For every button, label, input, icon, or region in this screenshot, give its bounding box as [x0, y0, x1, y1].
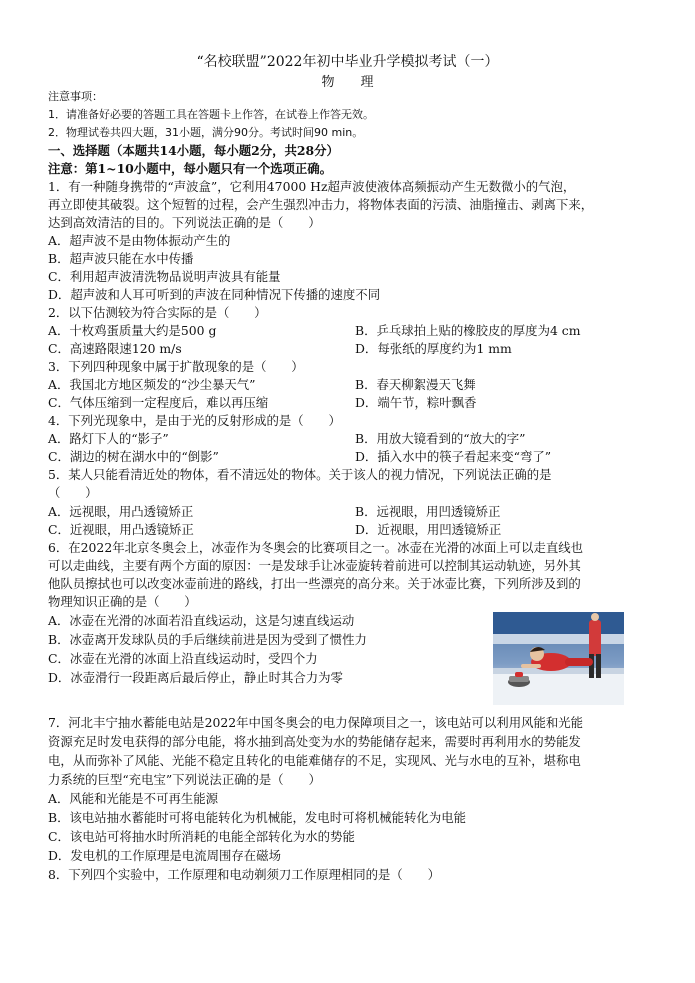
q1-option-b: B．超声波只能在水中传播 — [48, 251, 194, 266]
q6-option-b: B．冰壶离开发球队员的手后继续前进是因为受到了惯性力 — [48, 632, 367, 647]
q5-option-c: C．近视眼，用凸透镜矫正 — [48, 522, 194, 537]
notes-heading: 注意事项： — [48, 90, 103, 103]
notes-item-1: 1．请准备好必要的答题工具在答题卡上作答，在试卷上作答无效。 — [48, 108, 374, 121]
q1-stem-line-2: 再立即使其破裂。这个短暂的过程，会产生强烈冲击力，将物体表面的污渍、油脂撞击、剥离下来， — [48, 197, 594, 212]
section-note: 注意：第1~10小题中，每小题只有一个选项正确。 — [48, 161, 333, 176]
q3-option-b: B．春天柳絮漫天飞舞 — [355, 377, 476, 392]
q3-option-c: C．气体压缩到一定程度后，难以再压缩 — [48, 395, 269, 410]
q2-option-d: D．每张纸的厚度约为1 mm — [355, 341, 512, 356]
q1-stem-line-1: 1．有一种随身携带的“声波盒”，它利用47000 Hz超声波使液体高频振动产生无数微小的气泡， — [48, 179, 576, 194]
q3-stem: 3．下列四种现象中属于扩散现象的是（ ） — [48, 359, 304, 374]
q6-option-a: A．冰壶在光滑的冰面若沿直线运动，这是匀速直线运动 — [48, 613, 355, 628]
q4-stem: 4．下列光现象中，是由于光的反射形成的是（ ） — [48, 413, 341, 428]
q7-option-a: A．风能和光能是不可再生能源 — [48, 791, 219, 806]
q1-option-a: A．超声波不是由物体振动产生的 — [48, 233, 231, 248]
subject-title: 物 理 — [321, 75, 374, 90]
q6-stem-line-2: 可以走曲线，主要有两个方面的原因：一是发球手让冰壶旋转着前进可以控制其运动轨迹，另外其 — [48, 558, 581, 573]
q4-option-c: C．湖边的树在湖水中的“倒影” — [48, 449, 219, 464]
q6-stem-line-4: 物理知识正确的是（ ） — [48, 594, 197, 609]
q4-option-d: D．插入水中的筷子看起来变“弯了” — [355, 449, 552, 464]
exam-title: “名校联盟”2022年初中毕业升学模拟考试（一） — [196, 54, 499, 70]
q6-option-d: D．冰壶滑行一段距离后最后停止，静止时其合力为零 — [48, 670, 343, 685]
q4-option-b: B．用放大镜看到的“放大的字” — [355, 431, 526, 446]
q6-stem-line-1: 6．在2022年北京冬奥会上，冰壶作为冬奥会的比赛项目之一。冰壶在光滑的冰面上可以走直线也 — [48, 540, 584, 555]
q7-option-b: B．该电站抽水蓄能时可将电能转化为机械能，发电时可将机械能转化为电能 — [48, 810, 466, 825]
q6-stem-line-3: 他队员擦拭也可以改变冰壶前进的路线，打出一些漂亮的高分来。关于冰壶比赛，下列所涉及到的 — [48, 576, 581, 591]
q5-option-b: B．远视眼，用凹透镜矫正 — [355, 504, 501, 519]
notes-item-2: 2．物理试卷共四大题，31小题，满分90分。考试时间90 min。 — [48, 126, 364, 139]
q3-option-d: D．端午节，粽叶飘香 — [355, 395, 477, 410]
q4-option-a: A．路灯下人的“影子” — [48, 431, 169, 446]
q1-stem-line-3: 达到高效清洁的目的。下列说法正确的是（ ） — [48, 215, 321, 230]
q7-stem-line-3: 电，从而弥补了风能、光能不稳定且转化的电能难储存的不足，实现风、光与水电的互补，堪称电 — [48, 753, 581, 768]
q7-stem-line-4: 力系统的巨型“充电宝”下列说法正确的是（ ） — [48, 772, 321, 787]
q1-option-d: D．超声波和人耳可听到的声波在同种情况下传播的速度不同 — [48, 287, 381, 302]
q5-option-a: A．远视眼，用凸透镜矫正 — [48, 504, 194, 519]
q5-stem-line-1: 5．某人只能看清近处的物体，看不清远处的物体。关于该人的视力情况，下列说法正确的是 — [48, 467, 552, 482]
q7-stem-line-2: 资源充足时发电获得的部分电能，将水抽到高处变为水的势能储存起来，需要时再利用水的势能发 — [48, 734, 581, 749]
q5-stem-line-2: （ ） — [48, 485, 98, 500]
section-title: 一、选择题（本题共14小题，每小题2分，共28分） — [48, 143, 339, 158]
q2-option-a: A．十枚鸡蛋质量大约是500 g — [48, 323, 217, 338]
q7-stem-line-1: 7．河北丰宁抽水蓄能电站是2022年中国冬奥会的电力保障项目之一，该电站可以利用风能和光能 — [48, 715, 584, 730]
q3-option-a: A．我国北方地区频发的“沙尘暴天气” — [48, 377, 256, 392]
curling-photo — [493, 612, 624, 705]
q2-stem: 2．以下估测较为符合实际的是（ ） — [48, 305, 267, 320]
q8-stem: 8．下列四个实验中，工作原理和电动剃须刀工作原理相同的是（ ） — [48, 867, 440, 882]
q5-option-d: D．近视眼，用凹透镜矫正 — [355, 522, 502, 537]
q2-option-c: C．高速路限速120 m/s — [48, 341, 182, 356]
q7-option-d: D．发电机的工作原理是电流周围存在磁场 — [48, 848, 281, 863]
q1-option-c: C．利用超声波清洗物品说明声波具有能量 — [48, 269, 281, 284]
q2-option-b: B．乒乓球拍上贴的橡胶皮的厚度为4 cm — [355, 323, 581, 338]
q7-option-c: C．该电站可将抽水时所消耗的电能全部转化为水的势能 — [48, 829, 355, 844]
q6-option-c: C．冰壶在光滑的冰面上沿直线运动时，受四个力 — [48, 651, 318, 666]
